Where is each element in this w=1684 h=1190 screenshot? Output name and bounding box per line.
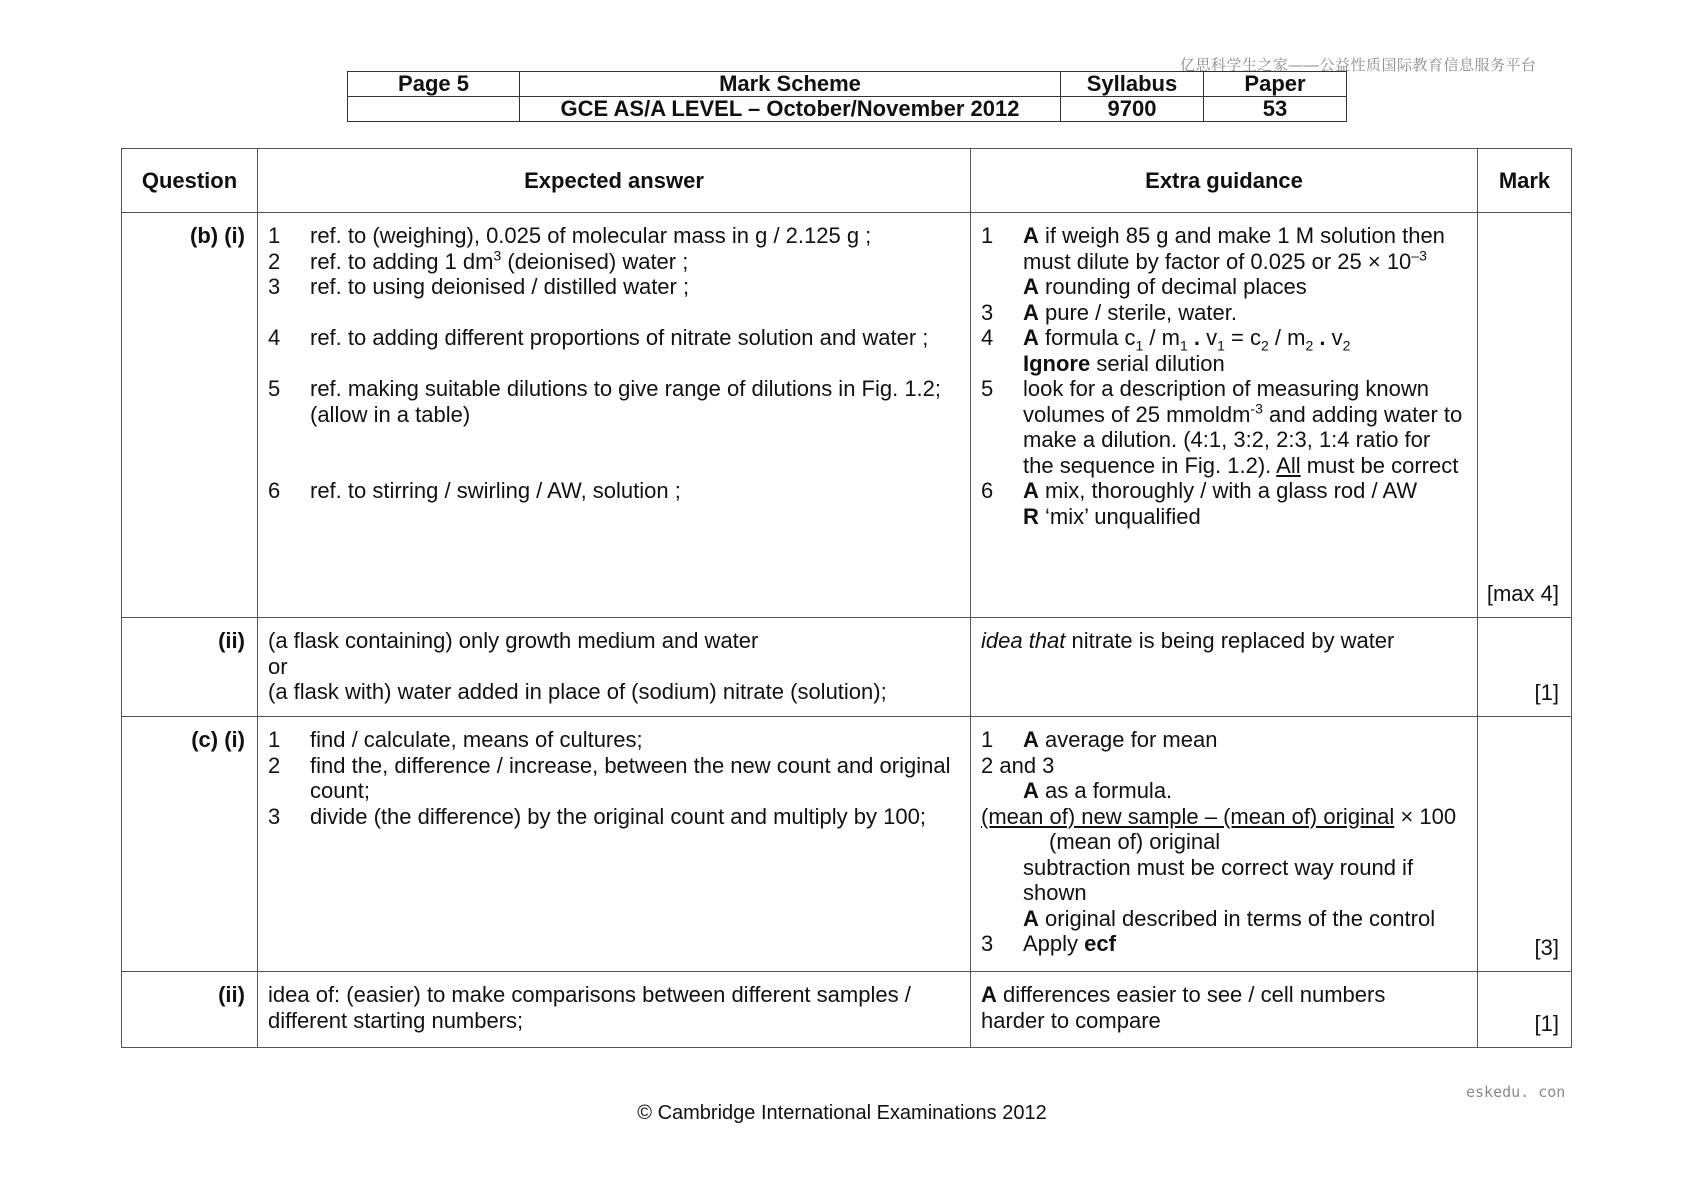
syllabus-label: Syllabus	[1061, 72, 1204, 97]
point-number: 3	[981, 299, 994, 325]
mark-value: [max 4]	[1478, 213, 1572, 618]
guidance-text: harder to compare	[981, 1007, 1161, 1033]
guidance-text: look for a description of measuring known	[1023, 376, 1429, 401]
answer-text: ref. to adding 1 $dm^3$ (deionised) water ;	[310, 247, 689, 274]
mark-value: [3]	[1478, 717, 1572, 972]
guidance-text: R ‘mix’ unqualified	[1023, 503, 1201, 529]
column-header-row	[122, 149, 1572, 213]
row-b-ii	[122, 618, 1572, 717]
guidance-text: A mix, thoroughly / with a glass rod / AW	[1023, 478, 1418, 503]
point-number: 1	[981, 223, 994, 248]
answer-text: (a flask containing) only growth medium and water	[268, 628, 759, 653]
point-number: 3	[268, 803, 281, 829]
answer-text: different starting numbers;	[268, 1007, 524, 1033]
guidance-text: A if weigh 85 g and make 1 M solution then	[1023, 223, 1445, 248]
point-number: 3	[981, 931, 994, 956]
watermark-top: 亿思科学生之家——公益性质国际教育信息服务平台	[1180, 57, 1537, 74]
point-number: 1	[268, 223, 281, 248]
answer-text: ref. making suitable dilutions to give range of dilutions in Fig. 1.2;	[310, 376, 942, 401]
exam-title: GCE AS/A LEVEL – October/November 2012	[520, 97, 1061, 122]
guidance-formula: (mean of) new sample – (mean of) original × 100	[981, 803, 1457, 829]
answer-text: find the, difference / increase, between the new count and original	[310, 752, 951, 778]
row-c-i	[122, 717, 1572, 972]
guidance-text: A original described in terms of the control	[1023, 905, 1436, 931]
point-number: 4	[981, 325, 994, 350]
question-label: (c) (i)	[122, 717, 258, 972]
expected-answer	[258, 972, 971, 1048]
guidance-text: 2 and 3	[981, 752, 1055, 778]
point-number: 1	[981, 727, 994, 752]
point-number: 1	[268, 727, 281, 752]
answer-text: ref. to adding different proportions of nitrate solution and water ;	[310, 325, 929, 350]
guidance-text: must dilute by factor of 0.025 or $25 \times 10^{-3}$	[1023, 247, 1427, 274]
mark-scheme-table	[121, 148, 1572, 1048]
answer-text: or	[268, 653, 288, 679]
page-label: Page 5	[348, 72, 520, 97]
mark-scheme-label: Mark Scheme	[520, 72, 1061, 97]
expected-answer	[258, 717, 971, 972]
answer-text: ref. to (weighing), 0.025 of molecular mass in g / 2.125 g ;	[310, 223, 872, 248]
watermark-bottom: eskedu. con	[1466, 1083, 1566, 1101]
paper-label: Paper	[1204, 72, 1347, 97]
row-b-i	[122, 213, 1572, 618]
point-number: 2	[268, 248, 281, 274]
guidance-text: A as a formula.	[1023, 778, 1173, 803]
guidance-text: idea that nitrate is being replaced by water	[981, 628, 1395, 653]
paper-number: 53	[1204, 97, 1347, 122]
point-number: 4	[268, 325, 281, 350]
expected-answer	[258, 618, 971, 717]
answer-text: ref. to using deionised / distilled water ;	[310, 274, 690, 299]
answer-text: idea of: (easier) to make comparisons between different samples /	[268, 982, 911, 1007]
guidance-text: A pure / sterile, water.	[1023, 299, 1237, 325]
guidance-text: Ignore serial dilution	[1023, 350, 1225, 376]
mark-value: [1]	[1478, 618, 1572, 717]
syllabus-code: 9700	[1061, 97, 1204, 122]
guidance-text: volumes of 25 mmoldm$^{-3}$ and adding water to	[1023, 400, 1463, 427]
col-expected-answer: Expected answer	[258, 149, 971, 213]
answer-text: count;	[310, 778, 370, 803]
extra-guidance	[971, 717, 1478, 972]
guidance-text: A average for mean	[1023, 727, 1218, 752]
point-number: 3	[268, 274, 281, 299]
guidance-text: Apply ecf	[1023, 931, 1116, 956]
question-label: (ii)	[122, 618, 258, 717]
point-number: 5	[268, 376, 281, 401]
guidance-text: make a dilution. (4:1, 3:2, 2:3, 1:4 ratio for	[1023, 427, 1431, 452]
answer-text: (allow in a table)	[310, 401, 471, 427]
mark-value: [1]	[1478, 972, 1572, 1048]
guidance-text: A differences easier to see / cell numbers	[981, 982, 1386, 1007]
answer-text: (a flask with) water added in place of (sodium) nitrate (solution);	[268, 679, 887, 704]
guidance-formula: A formula $c_1 / m_1$ . $v_1 = c_2 / m_2$ . $v_2$	[1023, 325, 1351, 354]
row-c-ii	[122, 972, 1572, 1048]
point-number: 6	[268, 478, 281, 503]
header-table	[347, 71, 1347, 122]
answer-text: find / calculate, means of cultures;	[310, 727, 643, 752]
copyright-footer: © Cambridge International Examinations 2012	[637, 1102, 1047, 1124]
guidance-text: A rounding of decimal places	[1023, 274, 1307, 299]
point-number: 6	[981, 478, 994, 503]
point-number: 2	[268, 752, 281, 778]
question-label: (b) (i)	[122, 213, 258, 618]
header-blank	[348, 97, 520, 122]
col-mark: Mark	[1478, 149, 1572, 213]
col-extra-guidance: Extra guidance	[971, 149, 1478, 213]
guidance-text: subtraction must be correct way round if	[1023, 854, 1414, 880]
answer-text: ref. to stirring / swirling / AW, solution ;	[310, 478, 681, 503]
answer-text: divide (the difference) by the original count and multiply by 100;	[310, 803, 926, 829]
extra-guidance	[971, 213, 1478, 618]
col-question: Question	[122, 149, 258, 213]
question-label: (ii)	[122, 972, 258, 1048]
point-number: 5	[981, 376, 994, 401]
guidance-text: the sequence in Fig. 1.2). All must be correct	[1023, 452, 1459, 478]
extra-guidance	[971, 972, 1478, 1048]
expected-answer	[258, 213, 971, 618]
guidance-text: shown	[1023, 880, 1087, 905]
guidance-formula: (mean of) original	[1049, 829, 1221, 854]
extra-guidance	[971, 618, 1478, 717]
